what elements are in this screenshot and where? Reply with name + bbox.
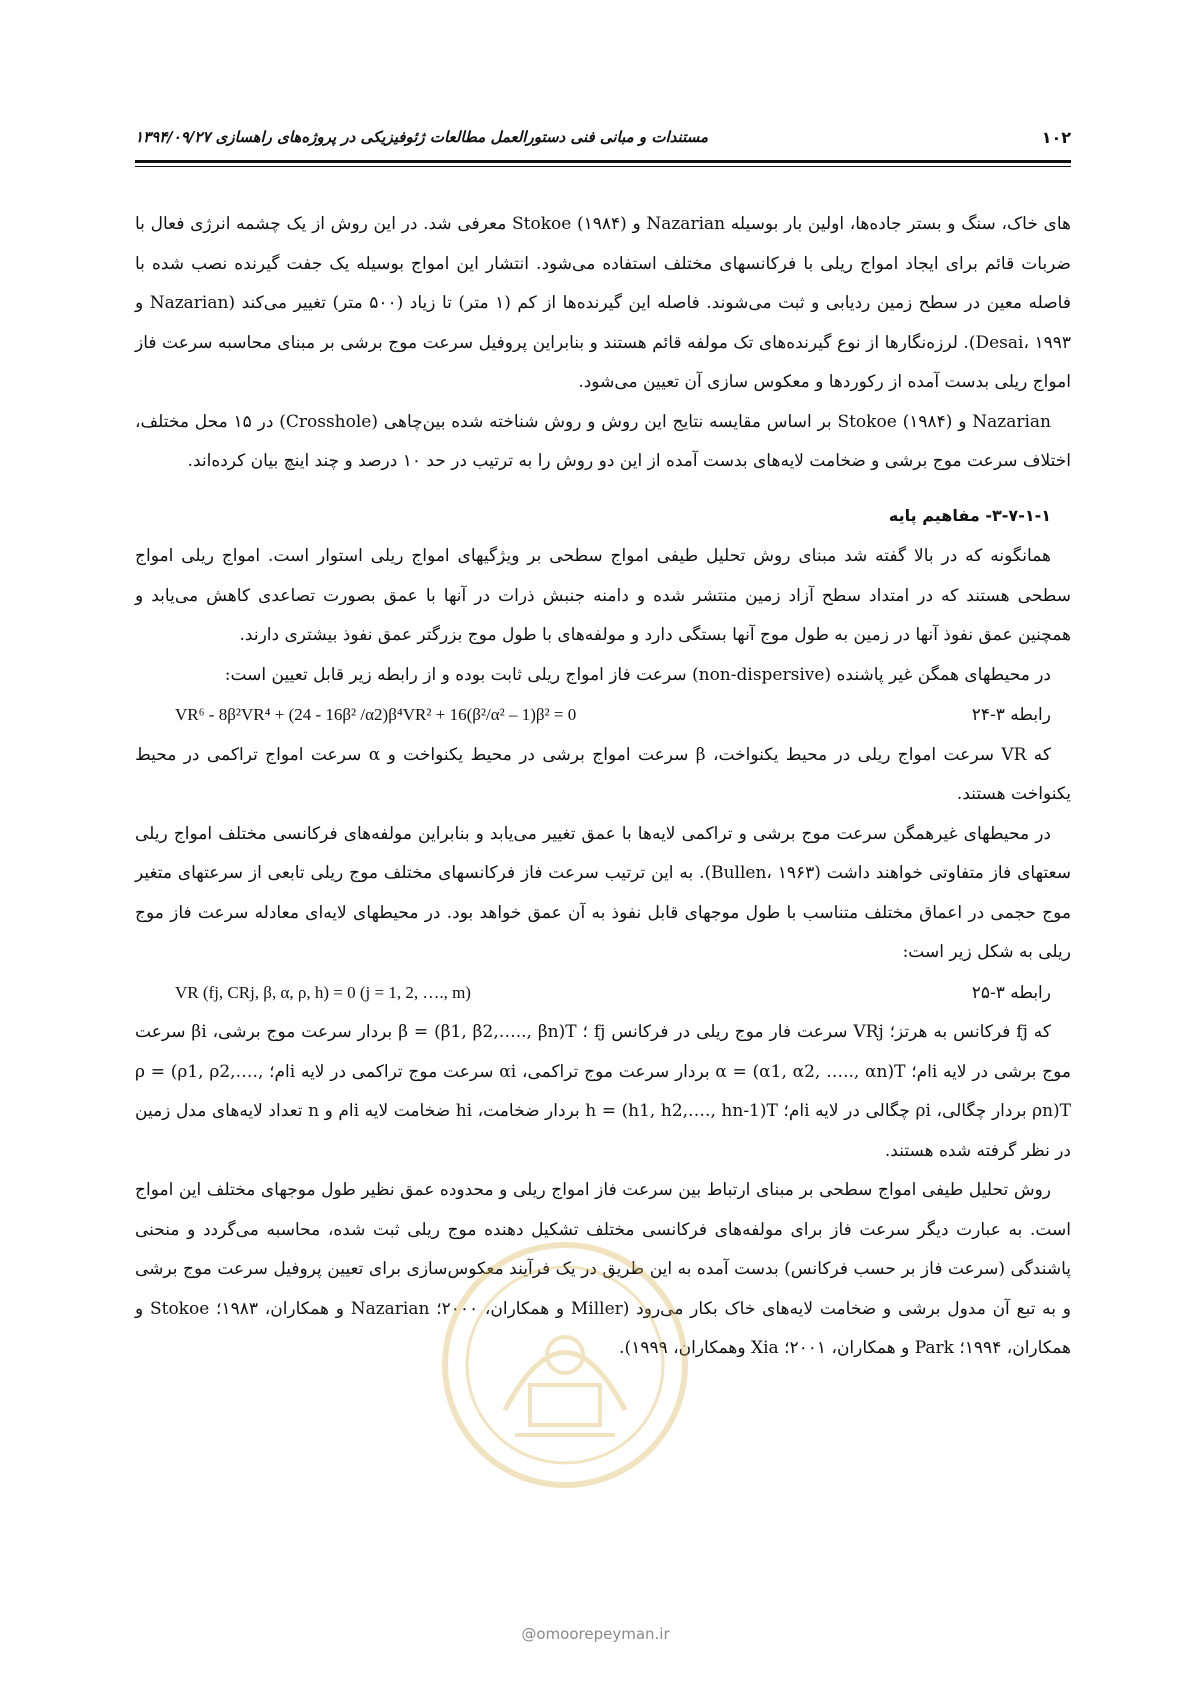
equation-24-label: رابطه ۳-۲۴ bbox=[971, 705, 1051, 725]
paragraph-5: که VR سرعت امواج ریلی در محیط یکنواخت، β سرعت امواج برشی در محیط یکنواخت و α سرعت امواج تراکمی در محیط یکنواخت هستند. bbox=[135, 744, 1071, 804]
paragraph-8: روش تحلیل طیفی امواج سطحی بر مبنای ارتباط بین سرعت فاز امواج ریلی و محدوده عمق نظیر طول موجهای مختلف این امواج است. به عبارت دیگر سرعت فاز برای مولفه‌های فرکانسی مختلف تشکیل دهنده موج ریلی ثبت شده، محاسبه می‌گردد و منحنی پاشندگی (سرعت فاز بر حسب فرکانس) بدست آمده به این طریق در یک فرآیند معکوس‌سازی برای تعیین پروفیل سرعت موج برشی و به تبع آن مدول برشی و ضخامت لایه‌های خاک بکار می‌رود (Miller و همکاران، ۲۰۰۰؛ Nazarian و همکاران، ۱۹۸۳؛ Stokoe و همکاران، ۱۹۹۴؛ Park و همکاران، ۲۰۰۱؛ Xia وهمکاران، ۱۹۹۹). bbox=[135, 1180, 1071, 1358]
section-heading: ۳-۷-۱-۱- مفاهیم پایه bbox=[888, 505, 1051, 525]
paragraph-2: Nazarian و Stokoe (۱۹۸۴) بر اساس مقایسه نتایج این روش و روش شناخته شده بین‌چاهی (Crosshole) در ۱۵ محل مختلف، اختلاف سرعت موج برشی و ضخامت لایه‌های بدست آمده از این دو روش را به ترتیب در حد ۱۰ درصد و چند اینچ بیان کرده‌اند. bbox=[135, 411, 1071, 471]
equation-25-body: VR (fj, CRj, β, α, ρ, h) = 0 (j = 1, 2, …., m) bbox=[175, 982, 471, 1002]
page-number: ۱۰۲ bbox=[1041, 128, 1071, 147]
header-rule-thick bbox=[135, 160, 1071, 163]
paragraph-7: که fj فرکانس به هرتز؛ VRj سرعت فار موج ریلی در فرکانس fj ؛ β = (β1, β2,….., βn)T بردار سرعت موج برشی، βi سرعت موج برشی در لایه iام؛ α = (α1, α2, ….., αn)T بردار سرعت موج تراکمی، αi سرعت موج تراکمی در لایه iام؛ ρ = (ρ1, ρ2,…., ρn)T بردار چگالی، ρi چگالی در لایه iام؛ h = (h1, h2,…., hn-1)T بردار ضخامت، hi ضخامت لایه iام و n تعداد لایه‌های مدل زمین در نظر گرفته شده هستند. bbox=[135, 1022, 1072, 1161]
equation-24-body: VR⁶ - 8β²VR⁴ + (24 - 16β² /α2)β⁴VR² + 16(β²/α² – 1)β² = 0 bbox=[175, 705, 577, 724]
body-text bbox=[135, 205, 1071, 1369]
paragraph-4: در محیطهای همگن غیر پاشنده (non-dispersive) سرعت فاز امواج ریلی ثابت بوده و از رابطه زیر قابل تعیین است: bbox=[224, 664, 1051, 685]
page-header bbox=[135, 122, 1071, 162]
paragraph-6: در محیطهای غیرهمگن سرعت موج برشی و تراکمی لایه‌ها با عمق تغییر می‌یابد و بنابراین مولفه‌های فرکانسی مختلف امواج ریلی سعتهای فاز متفاوتی خواهند داشت (Bullen، ۱۹۶۳). به این ترتیب سرعت فاز فرکانسهای مختلف موج ریلی تابعی از سرعتهای متغیر موج حجمی در اعماق مختلف متناسب با طول موجهای قابل نفوذ به آن عمق خواهد بود. در محیطهای لایه‌ای معادله سرعت فاز موج ریلی به شکل زیر است: bbox=[135, 823, 1071, 962]
watermark-seal-icon bbox=[435, 1235, 695, 1495]
equation-24 bbox=[135, 695, 1071, 736]
watermark-url: @omoorepeyman.ir bbox=[521, 1625, 670, 1643]
equation-25 bbox=[135, 973, 1071, 1014]
header-rule-thin bbox=[135, 166, 1071, 167]
paragraph-1: های خاک، سنگ و بستر جاده‌ها، اولین بار بوسیله Nazarian و Stokoe (۱۹۸۴) معرفی شد. در این روش از یک چشمه انرژی فعال با ضربات قائم برای ایجاد امواج ریلی با فرکانسهای مختلف استفاده می‌شود. انتشار این امواج بوسیله یک جفت گیرنده نصب شده با فاصله معین در سطح زمین ردیابی و ثبت می‌شوند. فاصله این گیرنده‌ها از کم (۱ متر) تا زیاد (۵۰۰ متر) تغییر می‌کند (Nazarian و Desai، ۱۹۹۳). لرزه‌نگارها از نوع گیرنده‌های تک مولفه قائم هستند و بنابراین پروفیل سرعت موج برشی بر مبنای محاسبه سرعت فاز امواج ریلی بدست آمده از رکوردها و معکوس سازی آن تعیین می‌شود. bbox=[135, 214, 1071, 392]
equation-25-label: رابطه ۳-۲۵ bbox=[971, 982, 1051, 1003]
running-title: مستندات و مبانی فنی دستورالعمل مطالعات ژئوفیزیکی در پروژه‌های راهسازی ۱۳۹۴/۰۹/۲۷ bbox=[135, 128, 709, 146]
paragraph-3: همانگونه که در بالا گفته شد مبنای روش تحلیل طیفی امواج سطحی بر ویژگیهای امواج ریلی استوار است. امواج ریلی امواج سطحی هستند که در امتداد سطح آزاد زمین منتشر شده و دامنه جنبش ذرات در آنها با عمق بصورت تصاعدی کاهش می‌یابد و همچنین عمق نفوذ آنها در زمین به طول موج آنها بستگی دارد و مولفه‌های با طول موج بزرگتر عمق نفوذ بیشتری دارند. bbox=[135, 546, 1071, 645]
